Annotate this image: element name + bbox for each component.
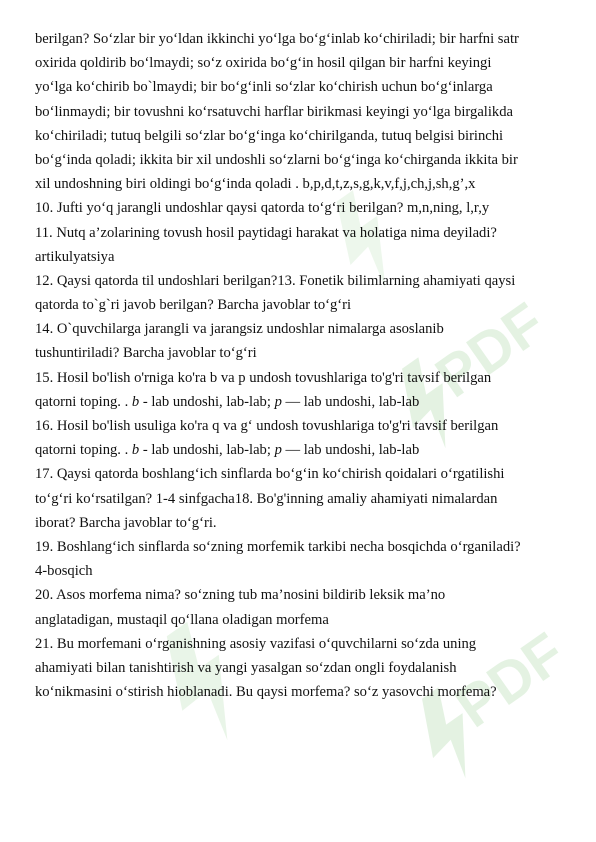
text-line: 20. Asos morfema nima? so‘zning tub ma’nosini bildirib leksik ma’no	[35, 587, 446, 604]
text-line: 19. Boshlang‘ich sinflarda so‘zning morfemik tarkibi necha bosqichda o‘rganiladi?	[35, 538, 521, 555]
italic-letter: b	[131, 393, 140, 410]
text-line: 16. Hosil bo'lish usuliga ko'ra q va g‘ undosh tovushlariga to'g'ri tavsif berilgan	[35, 418, 499, 434]
text-line: xil undoshning biri oldingi bo‘g‘inda qoladi . b,p,d,t,z,s,g,k,v,f,j,ch,j,sh,g’,x	[35, 176, 476, 193]
text-line-italic-mix	[35, 438, 580, 462]
italic-letter: p	[274, 442, 282, 459]
text-line: iborat? Barcha javoblar to‘g‘ri.	[35, 514, 217, 531]
text-fragment: - lab undoshi, lab-lab;	[139, 442, 275, 459]
text-line: bo‘g‘inda qoladi; ikkita bir xil undoshli so‘zlarni bo‘g‘inga ko‘chirganda ikkita bir	[35, 151, 518, 168]
text-line: 15. Hosil bo'lish o'rniga ko'ra b va p undosh tovushlariga to'g'ri tavsif berilgan	[35, 369, 492, 386]
text-line: 12. Qaysi qatorda til undoshlari berilgan?13. Fonetik bilimlarning ahamiyati qaysi	[35, 272, 516, 289]
text-line-italic-mix	[35, 390, 580, 414]
text-fragment: qatorni toping. .	[35, 442, 132, 459]
text-line: 21. Bu morfemani o‘rganishning asosiy vazifasi o‘quvchilarni so‘zda uning	[35, 635, 477, 652]
document-text	[35, 27, 580, 704]
svg-text:PDF: PDF	[424, 290, 557, 411]
svg-text:PDF: PDF	[444, 620, 577, 741]
text-line: qatorda to`g`ri javob berilgan? Barcha javoblar to‘g‘ri	[35, 297, 352, 314]
italic-letter: b	[131, 442, 140, 459]
text-line: 17. Qaysi qatorda boshlang‘ich sinflarda bo‘g‘in ko‘chirish qoidalari o‘rgatilishi	[35, 466, 505, 483]
text-fragment: qatorni toping. .	[35, 393, 132, 410]
text-fragment: — lab undoshi, lab-lab	[281, 442, 420, 459]
text-line: ko‘nikmasini o‘stirish hioblanadi. Bu qaysi morfema? so‘z yasovchi morfema?	[35, 684, 497, 701]
text-line: 4-bosqich	[35, 563, 93, 580]
text-line: to‘g‘ri ko‘rsatilgan? 1-4 sinfgacha18. Bo'g'inning amaliy ahamiyati nimalardan	[35, 490, 498, 507]
text-line: 10. Jufti yo‘q jarangli undoshlar qaysi qatorda to‘g‘ri berilgan? m,n,ning, l,r,y	[35, 200, 490, 217]
text-line: 14. O`quvchilarga jarangli va jarangsiz undoshlar nimalarga asoslanib	[35, 321, 444, 338]
text-line: bo‘linmaydi; bir tovushni ko‘rsatuvchi harflar birikmasi keyingi yo‘lga birgalikda	[35, 103, 513, 120]
text-line: ahamiyati bilan tanishtirish va yangi yasalgan so‘zdan ongli foydalanish	[35, 659, 457, 676]
text-fragment: - lab undoshi, lab-lab;	[139, 393, 275, 410]
text-line: ko‘chiriladi; tutuq belgili so‘zlar bo‘g‘inga ko‘chirilganda, tutuq belgisi birinchi	[35, 127, 504, 144]
text-line: berilgan? So‘zlar bir yo‘ldan ikkinchi yo‘lga bo‘g‘inlab ko‘chiriladi; bir harfni satr	[35, 31, 519, 47]
text-line: yo‘lga ko‘chirib bo`lmaydi; bir bo‘g‘inli so‘zlar ko‘chirish uchun bo‘g‘inlarga	[35, 79, 493, 96]
text-line: anglatadigan, mustaqil qo‘llana oladigan morfema	[35, 611, 329, 628]
text-line: tushuntiriladi? Barcha javoblar to‘g‘ri	[35, 345, 257, 362]
text-line: artikulyatsiya	[35, 248, 115, 265]
text-line: 11. Nutq a’zolarining tovush hosil paytidagi harakat va holatiga nima deyiladi?	[35, 224, 497, 241]
text-line: oxirida qoldirib bo‘lmaydi; so‘z oxirida bo‘g‘in hosil qilgan bir harfni keyingi	[35, 55, 492, 72]
text-fragment: — lab undoshi, lab-lab	[281, 393, 420, 410]
italic-letter: p	[274, 393, 282, 410]
